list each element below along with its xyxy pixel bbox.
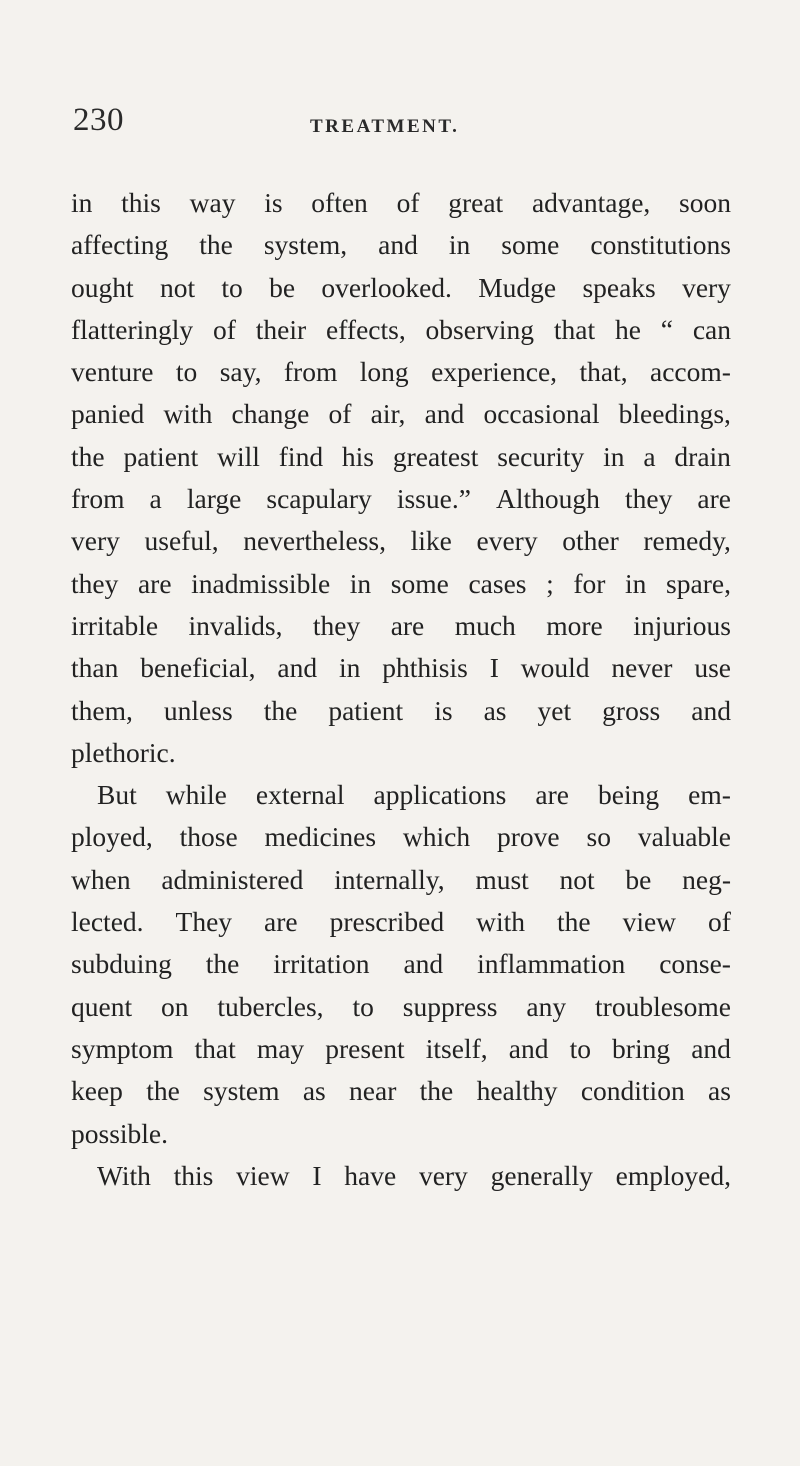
word: may	[256, 1032, 305, 1064]
word: invalids,	[188, 609, 283, 641]
word: effects,	[326, 313, 406, 345]
word: beneficial,	[140, 652, 256, 684]
word: the	[419, 1075, 454, 1107]
word: and	[691, 694, 731, 726]
word: a	[149, 483, 162, 515]
word: spare,	[666, 567, 731, 599]
word: in	[338, 652, 361, 684]
word: they	[312, 609, 361, 641]
word: system	[203, 1075, 280, 1107]
word: the	[205, 948, 240, 980]
word: large	[186, 483, 242, 515]
word: more	[546, 609, 603, 641]
word: the	[263, 694, 298, 726]
word: generally	[490, 1159, 593, 1191]
running-head: TREATMENT.	[310, 116, 460, 137]
text-line	[71, 986, 731, 1028]
word: nevertheless,	[243, 525, 387, 557]
word: drain	[674, 440, 731, 472]
word: to	[221, 271, 243, 303]
word: observing	[425, 313, 535, 345]
word: unless	[163, 694, 233, 726]
word: as	[302, 1075, 326, 1107]
word: near	[349, 1075, 397, 1107]
text-line	[71, 1028, 731, 1070]
word: external	[255, 779, 345, 811]
word: in	[349, 567, 372, 599]
word: remedy,	[643, 525, 731, 557]
text-line	[71, 647, 731, 689]
word: prescribed	[329, 906, 445, 938]
text-line: plethoric.	[71, 736, 176, 768]
word: internally,	[334, 863, 445, 895]
word: must	[475, 863, 529, 895]
word: yet	[537, 694, 572, 726]
word: and	[403, 948, 444, 980]
word: em-	[688, 779, 731, 811]
page-number: 230	[73, 102, 124, 138]
word: venture	[71, 356, 154, 388]
word: that	[194, 1032, 236, 1064]
word: prove	[497, 821, 560, 853]
word: with	[163, 398, 213, 430]
word: than	[71, 652, 119, 684]
word: overlooked.	[321, 271, 452, 303]
text-line	[71, 901, 731, 943]
word: for	[573, 567, 606, 599]
word: from	[71, 483, 125, 515]
word: those	[179, 821, 238, 853]
word: are	[697, 483, 731, 515]
word: valuable	[637, 821, 731, 853]
word: some	[501, 229, 560, 261]
word: this	[121, 187, 161, 218]
word: gross	[602, 694, 661, 726]
word: I	[312, 1159, 322, 1191]
word: lected.	[71, 906, 144, 938]
word: patient	[328, 694, 404, 726]
word: suppress	[402, 990, 498, 1022]
body-text	[71, 182, 731, 1197]
word: as	[483, 694, 507, 726]
word: bleedings,	[618, 398, 731, 430]
text-line	[71, 943, 731, 985]
word: very	[682, 271, 731, 303]
word: symptom	[71, 1032, 174, 1064]
word: But	[97, 779, 137, 811]
word: keep	[71, 1075, 123, 1107]
word: on	[161, 990, 189, 1022]
word: the	[71, 440, 105, 472]
word: are	[264, 906, 298, 938]
word: security	[497, 440, 585, 472]
text-line	[71, 859, 731, 901]
word: experience,	[431, 356, 558, 388]
word: in	[625, 567, 647, 599]
word: that	[553, 313, 596, 345]
word: scapulary	[266, 483, 372, 515]
word: while	[165, 779, 227, 811]
word: very	[418, 1159, 468, 1191]
word: are	[390, 609, 425, 641]
word: speaks	[582, 271, 656, 303]
word: Mudge	[478, 271, 557, 303]
word: employed,	[615, 1159, 731, 1191]
word: they	[71, 567, 119, 599]
word: Although	[496, 483, 600, 515]
word: irritable	[71, 609, 159, 641]
word: some	[390, 567, 449, 599]
word: great	[448, 187, 504, 218]
word: and	[277, 652, 318, 684]
word: ought	[71, 271, 134, 303]
word: so	[586, 821, 611, 853]
word: condition	[580, 1075, 685, 1107]
word: administered	[161, 863, 304, 895]
word: can	[692, 313, 731, 345]
word: often	[311, 187, 368, 218]
word: and	[424, 398, 465, 430]
word: the	[146, 1075, 180, 1107]
word: not	[559, 863, 595, 895]
word: that,	[579, 356, 628, 388]
word: injurious	[633, 609, 731, 641]
word: subduing	[71, 948, 172, 980]
text-line	[71, 690, 731, 732]
word: find	[278, 440, 324, 472]
word: would	[520, 652, 590, 684]
word: bring	[612, 1032, 671, 1064]
word: advantage,	[531, 187, 651, 218]
text-line	[71, 393, 731, 435]
text-line: possible.	[71, 1117, 169, 1149]
word: useful,	[144, 525, 219, 557]
word: change	[231, 398, 310, 430]
word: a	[643, 440, 656, 472]
word: he	[614, 313, 641, 345]
word: every	[476, 525, 538, 557]
word: the	[199, 229, 233, 261]
text-line	[71, 774, 731, 816]
word: neg-	[682, 863, 731, 895]
word: to	[352, 990, 374, 1022]
text-line	[71, 816, 731, 858]
text-line	[71, 520, 731, 562]
word: any	[526, 990, 567, 1022]
word: have	[344, 1159, 397, 1191]
word: never	[611, 652, 673, 684]
word: ;	[546, 567, 554, 599]
text-line	[71, 478, 731, 520]
word: the	[556, 906, 591, 938]
word: be	[625, 863, 652, 895]
text-line	[71, 1155, 731, 1197]
word: air,	[370, 398, 406, 430]
word: occasional	[483, 398, 600, 430]
word: view	[622, 906, 677, 938]
word: irritation	[273, 948, 370, 980]
word: of	[396, 187, 420, 218]
word: accom-	[650, 356, 731, 388]
text-line	[71, 224, 731, 266]
word: not	[159, 271, 196, 303]
word: tubercles,	[217, 990, 324, 1022]
word: being	[598, 779, 660, 811]
word: phthisis	[382, 652, 468, 684]
word: “	[660, 313, 673, 345]
text-line	[71, 605, 731, 647]
word: With	[97, 1159, 151, 1191]
word: very	[71, 525, 120, 557]
word: of	[213, 313, 236, 345]
word: will	[217, 440, 260, 472]
word: cases	[468, 567, 527, 599]
word: greatest	[392, 440, 479, 472]
word: of	[328, 398, 352, 430]
word: in	[71, 187, 93, 218]
word: I	[489, 652, 499, 684]
text-line	[71, 351, 731, 393]
word: way	[189, 187, 236, 218]
word: issue.”	[396, 483, 471, 515]
word: in	[603, 440, 625, 472]
word: are	[535, 779, 569, 811]
word: to	[175, 356, 198, 388]
word: applications	[373, 779, 507, 811]
word: is	[264, 187, 283, 218]
word: flatteringly	[71, 313, 194, 345]
word: affecting	[71, 229, 169, 261]
word: are	[137, 567, 172, 599]
word: other	[562, 525, 619, 557]
word: like	[410, 525, 452, 557]
word: to	[569, 1032, 591, 1064]
word: inadmissible	[191, 567, 331, 599]
word: They	[175, 906, 233, 938]
word: them,	[71, 694, 133, 726]
word: medicines	[264, 821, 377, 853]
word: of	[708, 906, 731, 938]
word: use	[694, 652, 731, 684]
word: system,	[263, 229, 348, 261]
word: present	[325, 1032, 405, 1064]
word: this	[173, 1159, 214, 1191]
text-line	[71, 309, 731, 351]
text-line	[71, 267, 731, 309]
word: conse-	[659, 948, 731, 980]
word: from	[283, 356, 338, 388]
word: patient	[123, 440, 199, 472]
word: with	[476, 906, 525, 938]
text-line	[71, 563, 731, 605]
word: in	[448, 229, 471, 261]
word: and	[378, 229, 418, 261]
word: inflammation	[477, 948, 626, 980]
word: soon	[679, 187, 731, 218]
word: quent	[71, 990, 133, 1022]
text-line	[71, 436, 731, 478]
word: which	[402, 821, 471, 853]
word: panied	[71, 398, 145, 430]
text-line	[71, 182, 731, 224]
word: and	[691, 1032, 731, 1064]
word: long	[359, 356, 409, 388]
word: itself,	[425, 1032, 488, 1064]
word: be	[269, 271, 296, 303]
word: much	[454, 609, 516, 641]
word: their	[255, 313, 307, 345]
word: constitutions	[590, 229, 731, 261]
word: his	[341, 440, 375, 472]
word: they	[624, 483, 673, 515]
word: troublesome	[595, 990, 731, 1022]
word: ployed,	[71, 821, 153, 853]
word: when	[71, 863, 131, 895]
word: as	[708, 1075, 731, 1107]
word: healthy	[476, 1075, 558, 1107]
word: view	[236, 1159, 290, 1191]
word: and	[508, 1032, 549, 1064]
text-line	[71, 1070, 731, 1112]
page-header	[73, 102, 473, 152]
word: say,	[219, 356, 262, 388]
word: is	[434, 694, 453, 726]
